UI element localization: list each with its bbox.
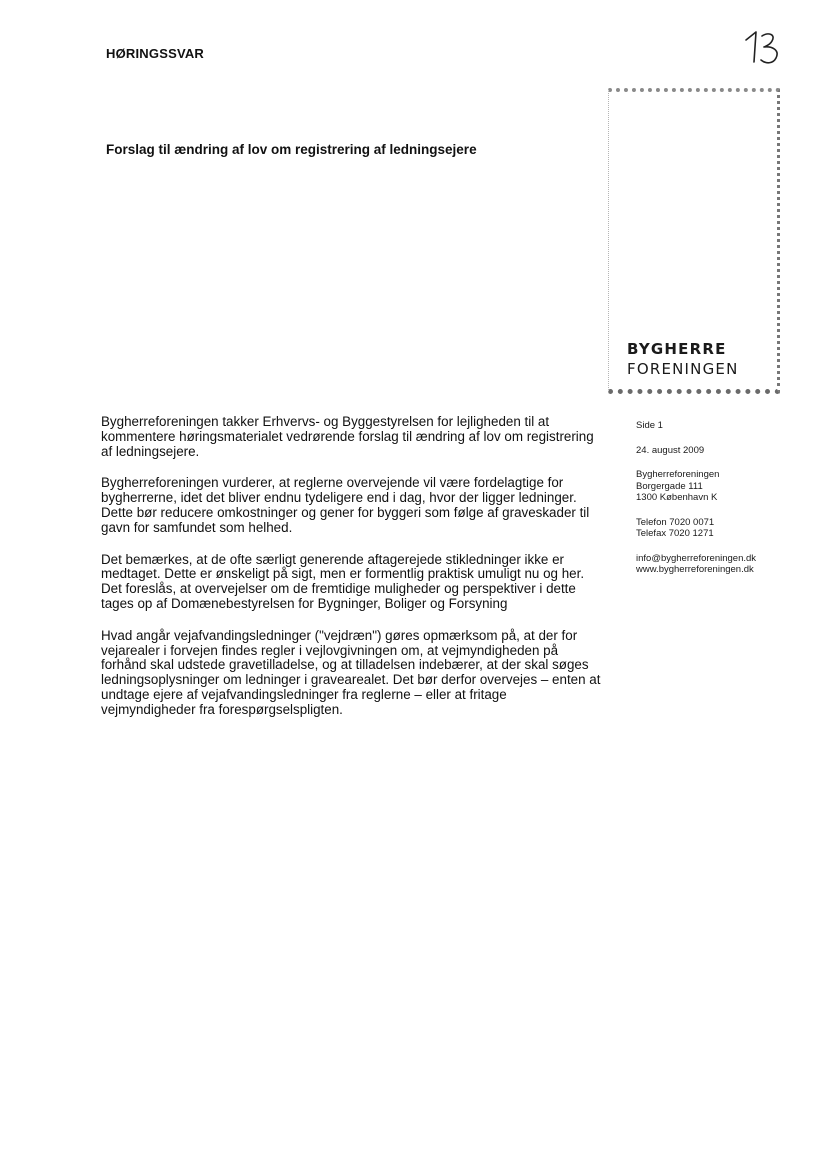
address-line: Borgergade 111 (636, 480, 703, 492)
document-type-label: HØRINGSSVAR (106, 46, 205, 61)
document-title: Forslag til ændring af lov om registrering af ledningsejere (106, 142, 477, 157)
website-url: www.bygherreforeningen.dk (636, 564, 754, 575)
logo-text-line2: FORENINGEN (627, 360, 739, 378)
paragraph-road-drainage: Hvad angår vejafvandingsledninger ("vejdræn") gøres opmærksom på, at der for vejarealer i forvejen findes regler i vejlovgivningen om, at vejmyndigheden på forhånd skal udstede gravetilladelse, og at tilladelsen indebærer, at der skal søges ledningsoplysninger om ledninger i gravearealet. Det bør derfor overvejes – enten at undtage ejere af vejafvandingsledninger fra reglerne – eller at fritage vejmyndigheder fra forespørgselspligten. (101, 627, 601, 717)
address-line: 1300 København K (636, 492, 718, 503)
email-address: info@bygherreforeningen.dk (636, 552, 757, 564)
fax-number: Telefax 7020 1271 (636, 528, 714, 539)
body-text (101, 415, 601, 735)
paragraph-assessment: Bygherreforeningen vurderer, at reglerne overvejende vil være fordelagtige for bygherrerne, idet det bliver endnu tydeligere end i dag, hvor der ligger ledninger. Dette bør reducere omkostninger og gener for byggeri som følge af graveskader til gavn for samfundet som helhed. (101, 475, 590, 535)
sender-info (636, 420, 816, 589)
phone-number: Telefon 7020 0071 (636, 516, 715, 528)
organization-logo (608, 88, 780, 394)
address-line: Bygherreforeningen (636, 469, 720, 480)
paragraph-thanks: Bygherreforeningen takker Erhvervs- og Byggestyrelsen for lejligheden til at kommentere høringsmaterialet vedrørende forslag til ændring af lov om registrering af ledningsejere. (101, 414, 594, 459)
handwritten-page-number (742, 28, 786, 68)
page-indicator: Side 1 (636, 420, 663, 431)
paragraph-service-lines: Det bemærkes, at de ofte særligt generende aftagerejede stikledninger ikke er medtaget. Dette er ønskeligt på sigt, men er formentlig praktisk umuligt nu og her. Det foreslås, at overvejelser om de fremtidige muligheder og perspektiver i dette tages op af Domænebestyrelsen for Bygninger, Boliger og Forsyning (101, 551, 585, 611)
letter-date: 24. august 2009 (636, 444, 705, 456)
sender-address (636, 469, 816, 504)
logo-text-line1: BYGHERRE (627, 340, 727, 358)
